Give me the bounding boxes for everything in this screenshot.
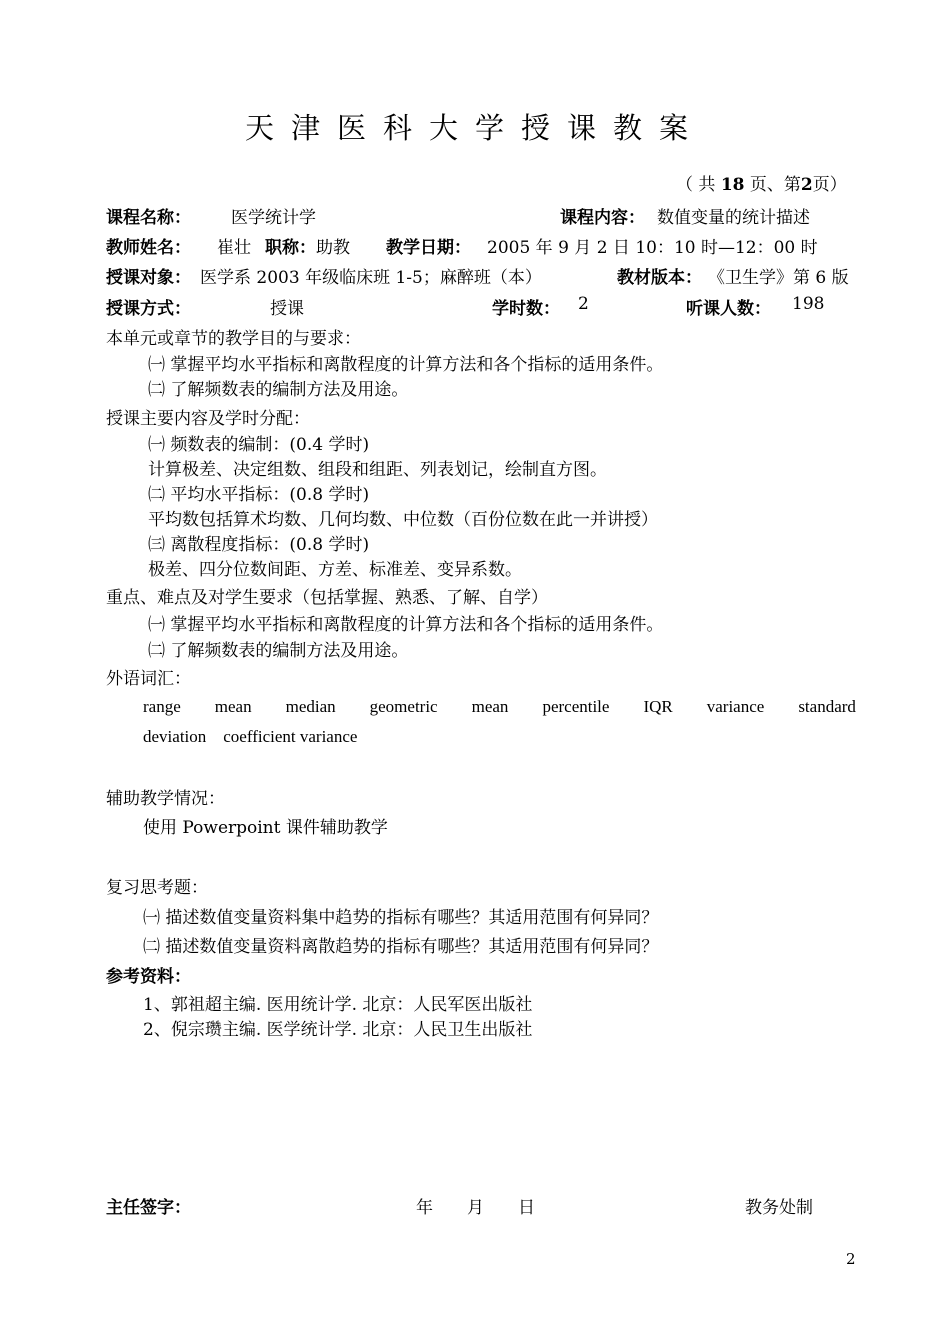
- vocab-term: median: [285, 697, 336, 716]
- teacher-label: 教师姓名：: [106, 238, 191, 258]
- vocab-term: range: [143, 697, 181, 716]
- signature-date: 年 月 日: [416, 1198, 535, 1218]
- title-rank-label: 职称：: [265, 238, 316, 258]
- aids-heading: 辅助教学情况：: [106, 789, 225, 809]
- vocab-term: standard: [798, 697, 856, 716]
- review-heading: 复习思考题：: [106, 878, 208, 898]
- listeners-value: 198: [792, 294, 825, 314]
- vocab-term: mean: [471, 697, 509, 716]
- method-value: 授课: [270, 299, 304, 319]
- key-point-item: ㈠ 掌握平均水平指标和离散程度的计算方法和各个指标的适用条件。: [148, 615, 664, 635]
- content-line: ㈠ 频数表的编制：(0.4 学时): [148, 435, 370, 455]
- vocabulary-row: [143, 692, 856, 722]
- content-line: 平均数包括算术均数、几何均数、中位数（百份位数在此一并讲授）: [148, 510, 658, 530]
- page-number: 2: [846, 1250, 856, 1268]
- course-content-label: 课程内容：: [560, 208, 645, 228]
- title-rank-value: 助教: [316, 238, 350, 258]
- references-heading: 参考资料：: [106, 967, 191, 987]
- vocab-term: geometric: [369, 697, 438, 716]
- vocabulary-block: [143, 692, 856, 752]
- content-line: 极差、四分位数间距、方差、标准差、变异系数。: [148, 560, 522, 580]
- content-heading: 授课主要内容及学时分配：: [106, 409, 310, 429]
- reference-item: 2、倪宗瓒主编. 医学统计学. 北京：人民卫生出版社: [143, 1020, 533, 1040]
- teacher-value: 崔壮: [217, 238, 251, 258]
- teach-date-value: 2005 年 9 月 2 日 10：10 时—12：00 时: [487, 238, 818, 258]
- vocab-term: percentile: [542, 697, 610, 716]
- course-content-value: 数值变量的统计描述: [657, 208, 810, 228]
- textbook-value: 《卫生学》第 6 版: [708, 268, 849, 288]
- audience-value: 医学系 2003 年级临床班 1-5；麻醉班（本）: [200, 268, 542, 288]
- vocab-term: mean: [214, 697, 252, 716]
- content-line: ㈡ 平均水平指标：(0.8 学时): [148, 485, 370, 505]
- page-info: （ 共 18 页、第2页）: [676, 175, 847, 195]
- objective-item: ㈡ 了解频数表的编制方法及用途。: [148, 380, 409, 400]
- vocab-term: variance: [706, 697, 765, 716]
- textbook-label: 教材版本：: [617, 268, 702, 288]
- listeners-label: 听课人数：: [686, 299, 771, 319]
- content-line: 计算极差、决定组数、组段和组距、列表划记，绘制直方图。: [148, 460, 607, 480]
- method-label: 授课方式：: [106, 299, 191, 319]
- teach-date-label: 教学日期：: [386, 238, 471, 258]
- reference-item: 1、郭祖超主编. 医用统计学. 北京：人民军医出版社: [143, 995, 533, 1015]
- review-item: ㈠ 描述数值变量资料集中趋势的指标有哪些？其适用范围有何异同？: [143, 908, 659, 928]
- key-point-item: ㈡ 了解频数表的编制方法及用途。: [148, 641, 409, 661]
- vocabulary-heading: 外语词汇：: [106, 669, 191, 689]
- objectives-heading: 本单元或章节的教学目的与要求：: [106, 329, 361, 349]
- issuer-label: 教务处制: [745, 1198, 813, 1218]
- objective-item: ㈠ 掌握平均水平指标和离散程度的计算方法和各个指标的适用条件。: [148, 355, 664, 375]
- hours-value: 2: [578, 294, 589, 314]
- review-item: ㈡ 描述数值变量资料离散趋势的指标有哪些？其适用范围有何异同？: [143, 937, 659, 957]
- hours-label: 学时数：: [492, 299, 560, 319]
- key-points-heading: 重点、难点及对学生要求（包括掌握、熟悉、了解、自学）: [106, 588, 548, 608]
- aids-text: 使用 Powerpoint 课件辅助教学: [143, 818, 388, 838]
- content-line: ㈢ 离散程度指标：(0.8 学时): [148, 535, 370, 555]
- audience-label: 授课对象：: [106, 268, 191, 288]
- signature-label: 主任签字：: [106, 1198, 191, 1218]
- course-name-value: 医学统计学: [231, 208, 316, 228]
- course-name-label: 课程名称：: [106, 208, 191, 228]
- vocabulary-row: deviation coefficient variance: [143, 727, 358, 746]
- vocab-term: IQR: [643, 697, 673, 716]
- page-title: 天津医科大学授课教案: [244, 111, 705, 145]
